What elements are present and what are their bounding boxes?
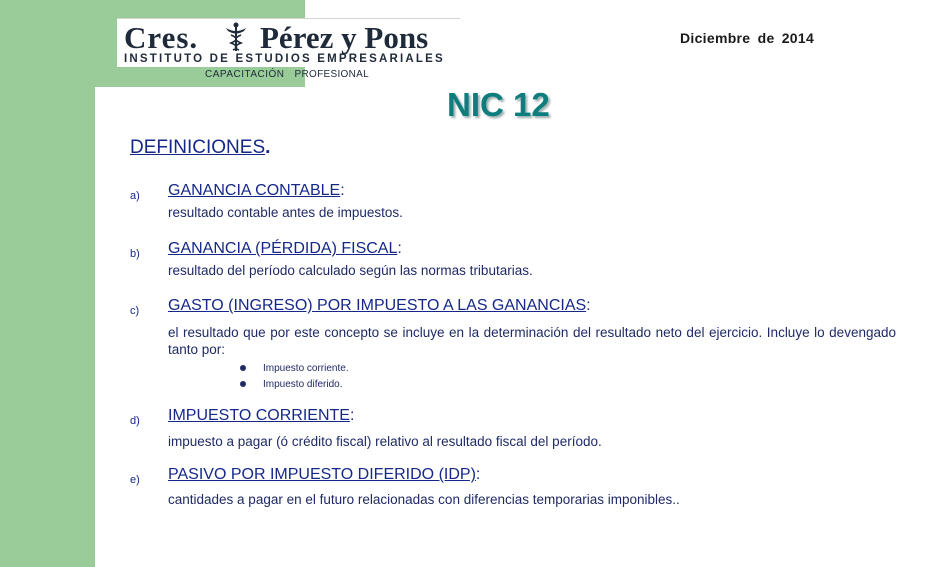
bullet-dot-icon xyxy=(240,365,246,371)
section-heading-text: DEFINICIONES xyxy=(130,137,266,158)
item-term-text: GASTO (INGRESO) POR IMPUESTO A LAS GANANCIAS xyxy=(168,297,587,314)
item-term xyxy=(168,407,354,425)
section-heading-period: . xyxy=(265,137,271,158)
item-letter: d) xyxy=(130,415,140,427)
item-description: el resultado que por este concepto se incluye en la determinación del resultado neto del ejercicio. Incluye lo devengado tanto por: xyxy=(168,325,896,357)
item-letter: e) xyxy=(130,474,140,486)
bullet-text: Impuesto corriente. xyxy=(263,363,349,374)
item-term xyxy=(168,240,402,258)
item-term-colon: : xyxy=(397,240,402,257)
item-term xyxy=(168,182,345,200)
item-term-colon: : xyxy=(475,466,481,483)
item-term-colon: : xyxy=(586,297,591,314)
logo-name-part1: Cres. xyxy=(124,20,199,55)
left-green-band xyxy=(0,0,95,567)
item-letter: c) xyxy=(130,305,140,317)
item-description: resultado del período calculado según las normas tributarias. xyxy=(168,263,533,278)
item-term-text: GANANCIA CONTABLE xyxy=(168,182,341,199)
item-description: cantidades a pagar en el futuro relacionadas con diferencias temporarias imponibles.. xyxy=(168,492,680,507)
item-term-text: IMPUESTO CORRIENTE xyxy=(168,407,350,424)
bullet-text: Impuesto diferido. xyxy=(263,379,343,390)
tagline xyxy=(205,69,369,80)
bullet-item xyxy=(240,363,349,374)
item-term-text: PASIVO POR IMPUESTO DIFERIDO (IDP) xyxy=(168,466,476,483)
item-term xyxy=(168,297,591,315)
item-description: impuesto a pagar (ó crédito fiscal) relativo al resultado fiscal del período. xyxy=(168,434,602,449)
item-term xyxy=(168,466,480,484)
tagline-word-1: CAPACITACIÓN xyxy=(205,69,285,80)
caduceus-icon xyxy=(223,21,249,53)
institute-logo xyxy=(117,18,460,67)
section-heading xyxy=(130,137,270,159)
page-title: NIC 12 xyxy=(447,86,550,123)
item-term-colon: : xyxy=(349,407,355,424)
item-letter: a) xyxy=(130,190,140,202)
bullet-dot-icon xyxy=(240,381,246,387)
item-term-text: GANANCIA (PÉRDIDA) FISCAL xyxy=(168,240,398,257)
tagline-word-2: PROFESIONAL xyxy=(294,69,369,80)
item-term-colon: : xyxy=(340,182,345,199)
logo-subtitle: INSTITUTO DE ESTUDIOS EMPRESARIALES xyxy=(124,53,445,65)
logo-name-part2: Pérez y Pons xyxy=(260,20,429,55)
document-date: Diciembre de 2014 xyxy=(680,30,815,46)
item-description: resultado contable antes de impuestos. xyxy=(168,205,403,220)
bullet-item xyxy=(240,379,343,390)
item-letter: b) xyxy=(130,248,140,260)
